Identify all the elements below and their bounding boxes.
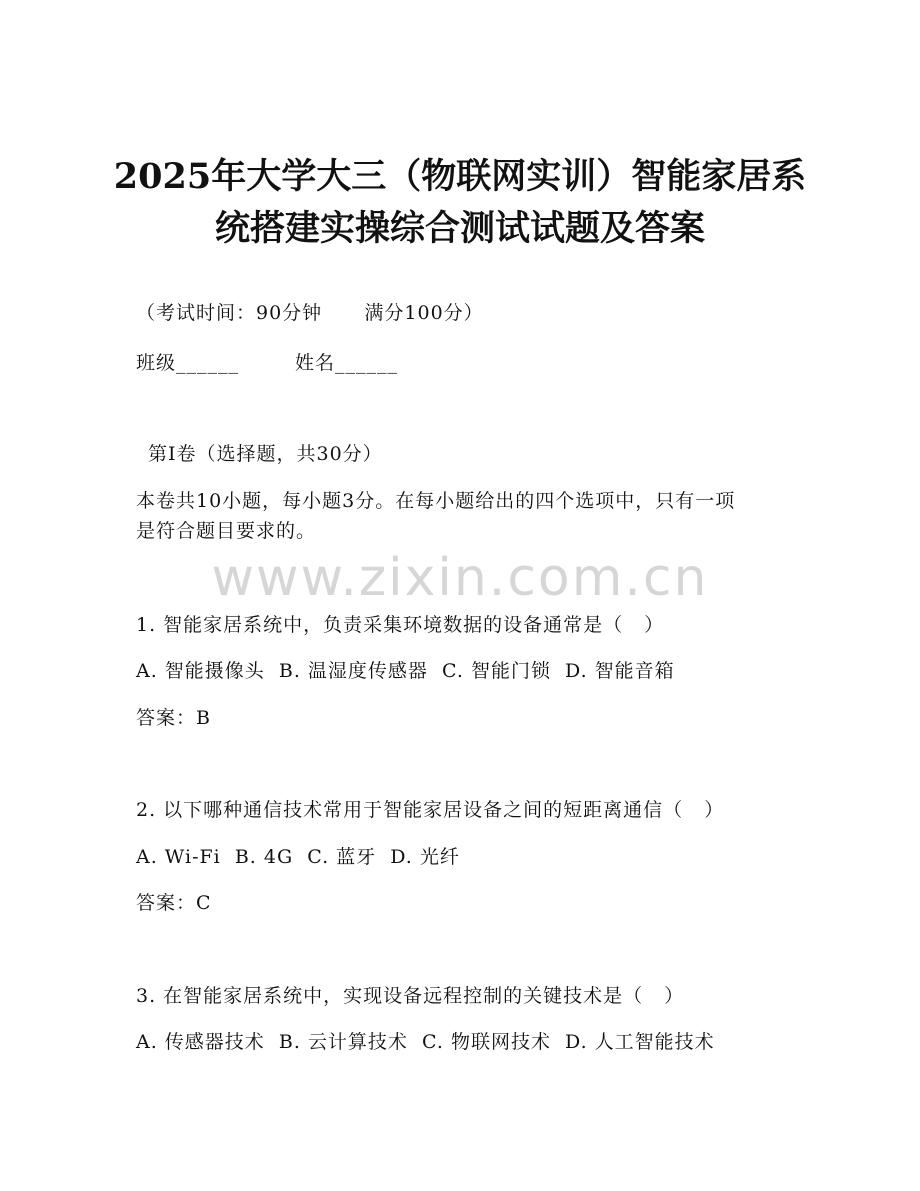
name-field: 姓名______ <box>295 352 399 374</box>
exam-info: （考试时间：90分钟 满分100分） <box>136 302 484 324</box>
watermark: www.zixin.com.cn <box>211 548 709 608</box>
instructions-line-2: 是符合题目要求的。 <box>136 520 317 542</box>
instructions-line-1: 本卷共10小题，每小题3分。在每小题给出的四个选项中，只有一项 <box>136 490 736 512</box>
document-title-line-1: 2025年大学大三（物联网实训）智能家居系 <box>113 156 807 197</box>
question-3-options: A. 传感器技术 B. 云计算技术 C. 物联网技术 D. 人工智能技术 <box>136 1031 715 1053</box>
question-2-answer: 答案：C <box>136 892 212 914</box>
question-3-stem: 3. 在智能家居系统中，实现设备远程控制的关键技术是（ ） <box>136 985 685 1007</box>
document-title-line-2: 统搭建实操综合测试试题及答案 <box>214 208 705 249</box>
question-2-stem: 2. 以下哪种通信技术常用于智能家居设备之间的短距离通信（ ） <box>136 799 725 821</box>
class-field: 班级______ <box>136 352 240 374</box>
question-1-answer: 答案：B <box>136 707 211 729</box>
question-1-stem: 1. 智能家居系统中，负责采集环境数据的设备通常是（ ） <box>136 614 665 636</box>
question-2-options: A. Wi-Fi B. 4G C. 蓝牙 D. 光纤 <box>136 846 460 868</box>
question-1-options: A. 智能摄像头 B. 温湿度传感器 C. 智能门锁 D. 智能音箱 <box>136 660 675 682</box>
section-heading: 第I卷（选择题，共30分） <box>148 443 383 465</box>
